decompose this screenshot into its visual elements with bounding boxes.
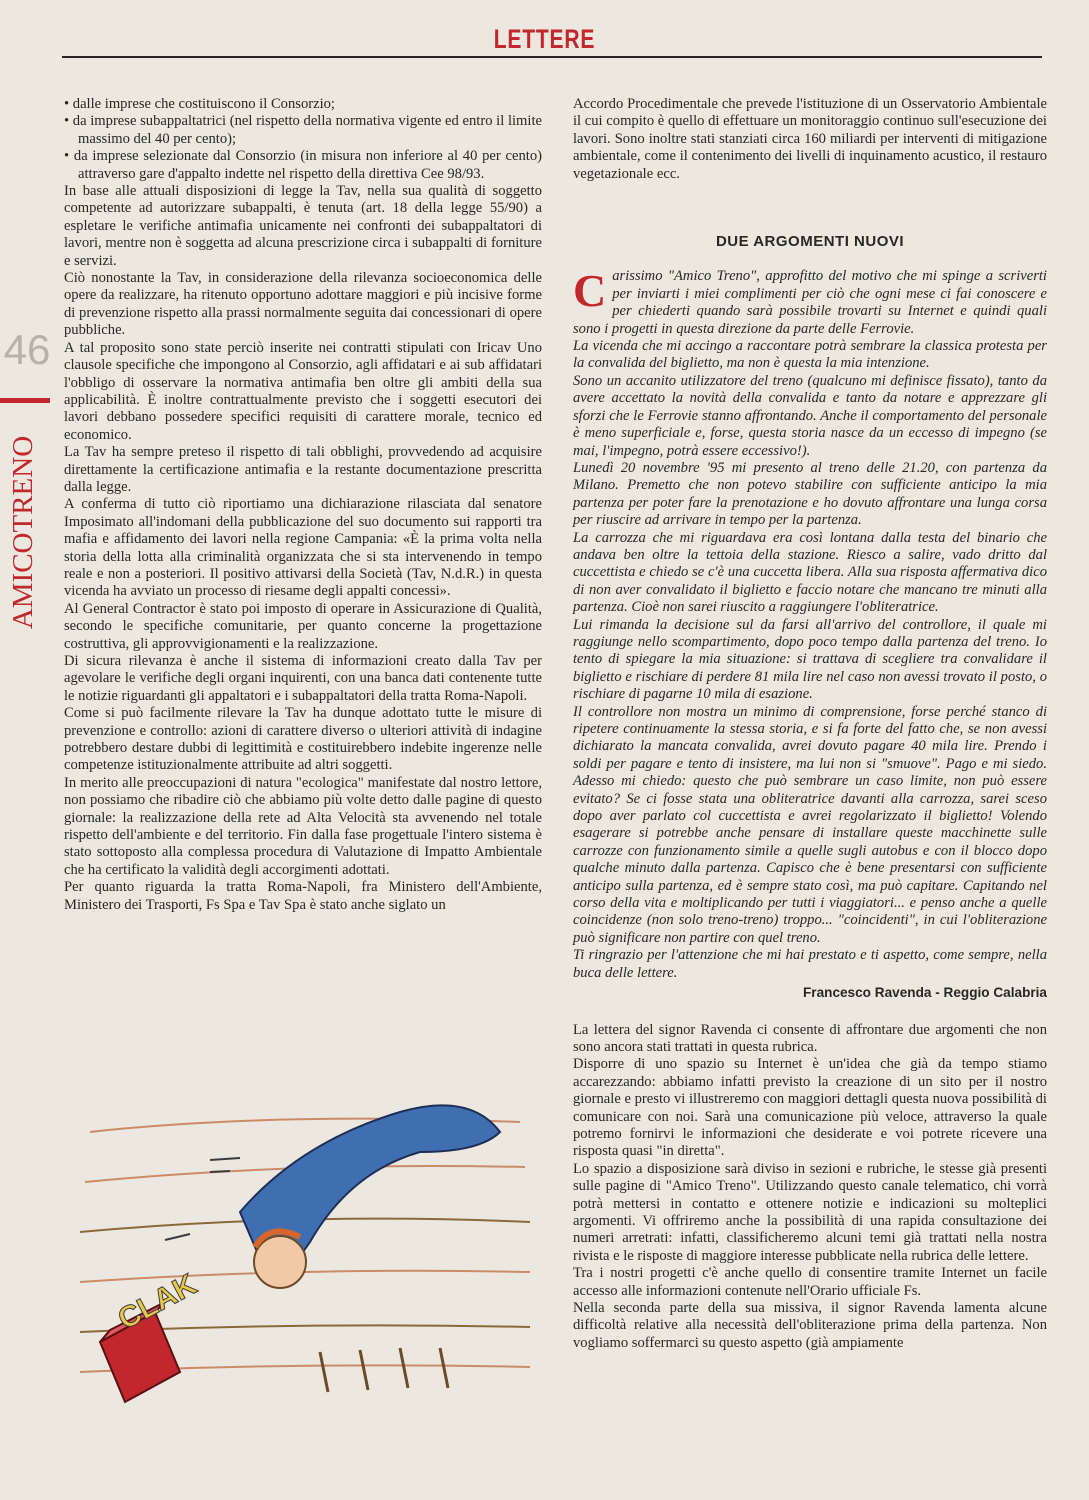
reply-paragraph: Disporre di uno spazio su Internet è un'idea che già da tempo stiamo accarezzando: abbiamo infatti previsto la creazione di un sito per il nostro giornale e presto vi illustreremo con maggiori dettagli questa nuova possibilità di comunicare con noi. Sarà una comunicazione più veloce, attraverso la quale potremo fornirvi le informazioni che desiderate e voi potrete ricevere una risposta quasi "in diretta". bbox=[573, 1056, 1047, 1160]
body-paragraph: Al General Contractor è stato poi imposto di operare in Assicurazione di Qualità, secondo le specifiche comunitarie, per quanto concerne la progettazione costruttiva, gli approvvigionamenti e la realizzazione. bbox=[64, 600, 542, 652]
bullet-item: • dalle imprese che costituiscono il Consorzio; bbox=[64, 96, 335, 112]
body-paragraph: A tal proposito sono state perciò inserite nei contratti stipulati con Iricav Uno clausole specifiche che impongono al Consorzio, agli affidatari e ai sub affidatari l'obbligo di osservare la normativa antimafia ben oltre gli ambiti della sua applicabilità. È inoltre contrattualmente previsto che i soggetti esecutori dei lavori debbano possedere specifici requisiti di carattere morale, tecnico ed economico. bbox=[64, 339, 542, 443]
track-planks bbox=[320, 1348, 448, 1392]
reply-paragraph: La lettera del signor Ravenda ci consente di affrontare due argomenti che non sono ancora stati trattati in questa rubrica. bbox=[573, 1021, 1047, 1055]
body-paragraph: Accordo Procedimentale che prevede l'istituzione di un Osservatorio Ambientale il cui compito è quello di effettuare un monitoraggio continuo sull'esecuzione dei lavori. Sono inoltre stati stanziati circa 160 miliardi per interventi di mitigazione ambientale, come il contenimento dei livelli di inquinamento acustico, il restauro vegetazionale ecc. bbox=[573, 96, 1047, 182]
body-paragraph: Per quanto riguarda la tratta Roma-Napoli, fra Ministero dell'Ambiente, Ministero dei Trasporti, Fs Spa e Tav Spa è stato anche siglato un bbox=[64, 879, 542, 913]
bullet-item: • da imprese subappaltatrici (nel rispetto della normativa vigente ed entro il limite massimo del 40 per cento); bbox=[64, 113, 543, 147]
page-number: 46 bbox=[3, 326, 51, 373]
body-paragraph: Come si può facilmente rilevare la Tav ha dunque adottato tutte le misure di prevenzione e controllo: azioni di carattere diverso o ulteriori attività di indagine potrebbero destare dubbi di legittimità e costituirebbero indebite ingerenze nelle competenze istituzionalmente attribuite ad altri soggetti. bbox=[64, 705, 542, 774]
drop-cap: C bbox=[573, 265, 607, 317]
left-column bbox=[64, 96, 542, 914]
letter-paragraph: Lui rimanda la decisione sul da farsi all'arrivo del controllore, il quale mi raggiunge nello scompartimento, dopo poco tempo dalla partenza del treno. Io tento di spiegare la mia situazione: si trattava di scegliere tra convalidare il biglietto e rischiare di perdere 81 mila lire nel caso non avessi trovato il posto, o rischiare di pagarne 10 mila di esazione. bbox=[573, 616, 1047, 703]
reply-paragraph: Lo spazio a disposizione sarà diviso in sezioni e rubriche, le stesse già presenti sulle pagine di "Amico Treno". Utilizzando questo canale telematico, chi vorrà potrà mettersi in contatto e ottenere notizie e indicazioni su molteplici argomenti. Vi offriremo anche la possibilità di una rapida consultazione dei numeri arretrati: infatti, classificheremo alcuni temi già trattati nella nostra rivista e le risposte di maggiore interesse pubblicate nella rubrica delle lettere. bbox=[573, 1160, 1047, 1264]
letter-paragraph: Il controllore non mostra un minimo di comprensione, forse perché stanco di ripetere continuamente la stessa storia, e si fa forte del fatto che, se non avessi dichiarato la mancata convalida, avrei dovuto pagare 40 mila lire. Prendo i soldi per pagare e tento di insistere, ma lui non si "smuove". Pago e mi siedo. Adesso mi chiedo: questo che può sembrare un caso limite, non può essere evitato? Se ci fosse stata una obliteratrice davanti alla carrozza, sarei sceso dopo aver parlato col cuccettista e avrei regolarizzato il biglietto! Volendo esagerare si potrebbe anche pensare di installare queste macchinette sulle carrozze con funzionamento simile a quelle sugli autobus e con il blocco dopo qualche minuto dalla partenza. Capisco che è bene presentarsi con sufficiente anticipo sulla partenza, ed è sempre stato così, ma può capitare. Capitando nel corso della vita e moltiplicando per tutti i viaggiatori... e penso anche a quelle coincidenze (non solo treno-treno) troppo... "coincidenti", in cui l'obliterazione può significare non partire con quel treno. bbox=[573, 703, 1047, 946]
body-paragraph: Ciò nonostante la Tav, in considerazione della rilevanza socioeconomica delle opere da realizzare, ha ritenuto opportuno adottare maggiori e più incisive forme di prevenzione rispetto alla prassi normalmente seguita dai concessionari di opere pubbliche. bbox=[64, 270, 542, 339]
bullet-item: • da imprese selezionate dal Consorzio (in misura non inferiore al 40 per cento) attraverso gare d'appalto indette nel rispetto della direttiva Cee 98/93. bbox=[64, 148, 542, 182]
header-rule bbox=[62, 56, 1042, 58]
section-title: LETTERE bbox=[493, 24, 596, 54]
motion-lines bbox=[165, 1158, 240, 1240]
letter-signature: Francesco Ravenda - Reggio Calabria bbox=[802, 985, 1047, 1001]
right-column bbox=[573, 96, 1047, 1352]
letter-paragraph: Ti ringrazio per l'attenzione che mi hai prestato e ti aspetto, come sempre, nella buca delle lettere. bbox=[573, 947, 1047, 981]
clak-sound-text: CLAK bbox=[112, 1267, 202, 1337]
magazine-brand-text: AMICOTRENO bbox=[7, 435, 40, 630]
letter-paragraph: Carissimo "Amico Treno", approfitto del motivo che mi spinge a scriverti per inviarti i miei complimenti per ciò che ogni mese ci fai conoscere e per chiederti quando sarà possibile trovarti su Internet e quindi quali sono i progetti in questa direzione da parte delle Ferrovie. bbox=[573, 265, 1047, 337]
reader-letter bbox=[573, 265, 1047, 982]
cartoon-illustration bbox=[70, 1072, 538, 1412]
letter-paragraph: La carrozza che mi riguardava era così lontana dalla testa del binario che andava ben oltre la tettoia della stazione. Riesco a salire, vado dritto dal cuccettista e chiedo se c'è una cuccetta libera. Alla sua risposta affermativa dico di non aver convalidato il biglietto e faccio notare che mancano tre minuti alla partenza. Cioè non sarei riuscito a raggiungere l'obliteratrice. bbox=[573, 529, 1047, 616]
body-paragraph: In base alle attuali disposizioni di legge la Tav, nella sua qualità di soggetto competente ad autorizzare subappalti, è tenuta (art. 18 della legge 55/90) a espletare le verifiche antimafia unicamente nei confronti dei subappaltatori di lavori, mentre non è soggetta ad alcuna prescrizione circa i subappalti di forniture e servizi. bbox=[64, 183, 542, 269]
falling-man-head bbox=[254, 1236, 306, 1288]
letter-paragraph: Lunedì 20 novembre '95 mi presento al treno delle 21.20, con partenza da Milano. Premetto che non potevo stabilire con sufficiente anticipo la mia partenza per poter fare la prenotazione e ho dovuto affrontare una lunga corsa per riuscire ad arrivare in tempo per la partenza. bbox=[573, 459, 1047, 529]
magazine-brand bbox=[6, 430, 42, 635]
sidebar-accent-bar bbox=[0, 398, 50, 403]
letter-section-title: DUE ARGOMENTI NUOVI bbox=[715, 233, 905, 251]
letter-paragraph: Sono un accanito utilizzatore del treno (qualcuno mi definisce fissato), tanto da avere accettato la novità della convalida e tanto da notare e apprezzare gli sforzi che le Ferrovie stanno affrontando. Anche il comportamento del personale è meno superficiale e, forse, questa storia nasce da un eccesso di impegno (se mai, l'impegno, potrà essere eccessivo!). bbox=[573, 372, 1047, 459]
reply-paragraph: Nella seconda parte della sua missiva, il signor Ravenda lamenta alcune difficoltà relative alla necessità dell'obliterazione prima della partenza. Non vogliamo soffermarci su questo aspetto (già ampiamente bbox=[573, 1300, 1047, 1351]
letter-paragraph: La vicenda che mi accingo a raccontare potrà sembrare la classica protesta per la convalida del biglietto, ma non è questa la mia intenzione. bbox=[573, 338, 1047, 372]
body-paragraph: A conferma di tutto ciò riportiamo una dichiarazione rilasciata dal senatore Imposimato all'indomani della pubblicazione del suo documento sui rapporti tra mafia e affidamento dei lavori nella regione Campania: «È la prima volta nella storia della lotta alla criminalità organizzata che si sta intervenendo in tempo reale e non a posteriori. Il positivo attivarsi della Società (Tav, N.d.R.) in questa vicenda ha avviato un processo di riesame degli appalti concessi». bbox=[64, 496, 542, 600]
body-paragraph: In merito alle preoccupazioni di natura "ecologica" manifestate dal nostro lettore, non possiamo che ribadire ciò che abbiamo più volte detto dalle pagine di questo giornale: la realizzazione della rete ad Alta Velocità sta avvenendo nel totale rispetto dell'ambiente e del territorio. Fin dalla fase progettuale l'intero sistema è stato sottoposto alla complessa procedura di Valutazione di Impatto Ambientale che ha certificato la validità degli accorgimenti adottati. bbox=[64, 774, 542, 878]
reply-paragraph: Tra i nostri progetti c'è anche quello di consentire tramite Internet un facile accesso alle informazioni contenute nell'Orario ufficiale Fs. bbox=[573, 1265, 1047, 1299]
body-paragraph: Di sicura rilevanza è anche il sistema di informazioni creato dalla Tav per agevolare le verifiche degli organi inquirenti, con una banca dati contenente tutte le notizie riguardanti gli appaltatori e i subappaltatori della tratta Roma-Napoli. bbox=[64, 653, 542, 704]
body-paragraph: La Tav ha sempre preteso il rispetto di tali obblighi, provvedendo ad acquisire direttamente la certificazione antimafia e la restante documentazione prescritta dalla legge. bbox=[64, 444, 542, 495]
